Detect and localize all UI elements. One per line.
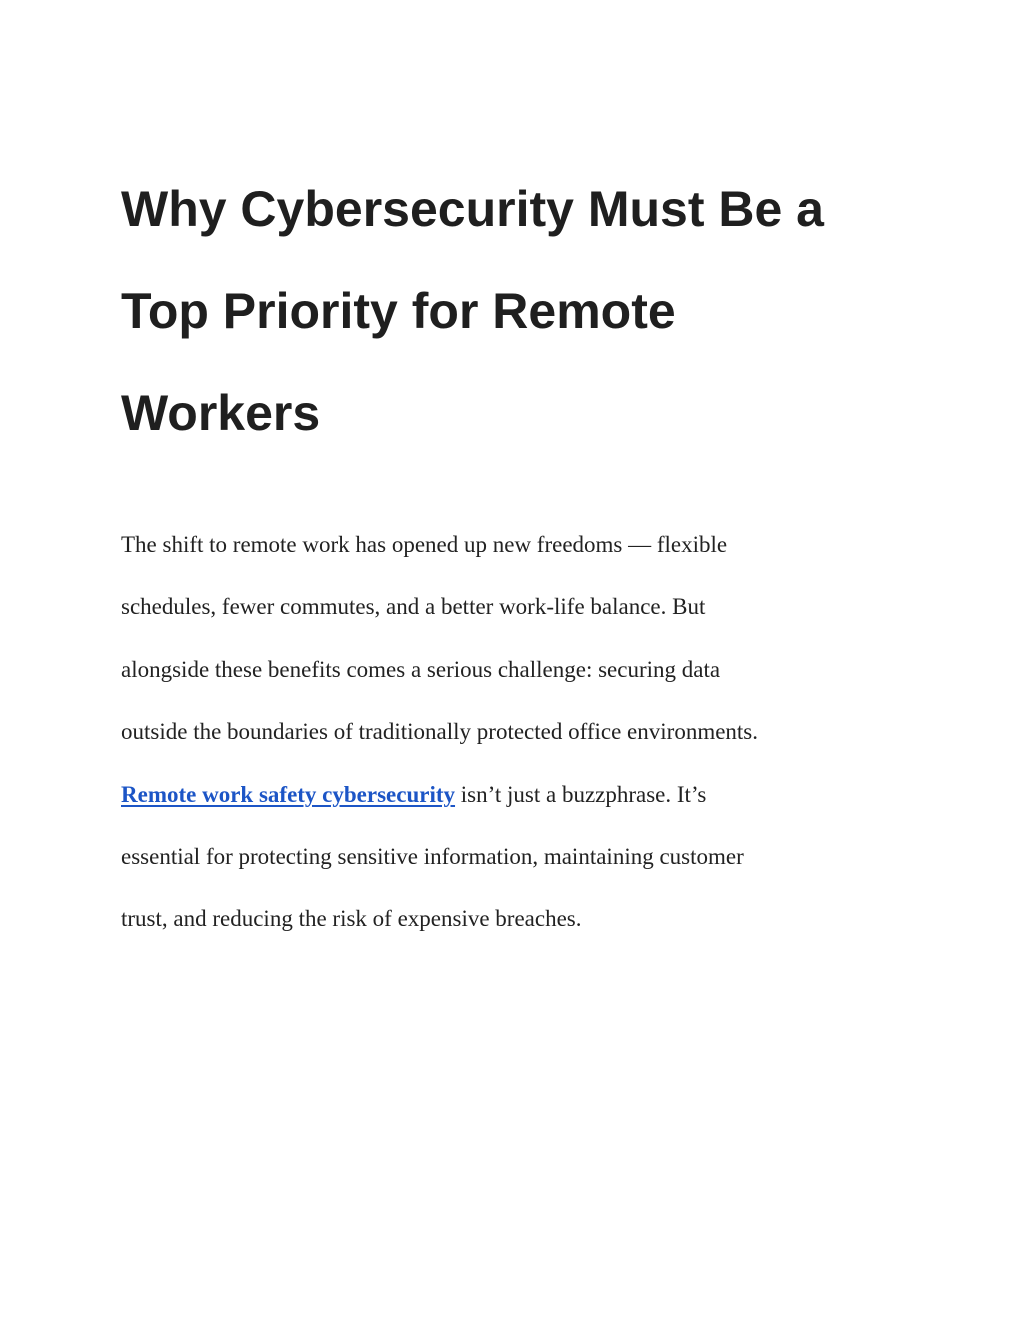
title-line: Why Cybersecurity Must Be a [121,181,824,237]
article-title [121,158,921,464]
title-line: Top Priority for Remote [121,283,676,339]
intro-paragraph [121,514,921,951]
title-line: Workers [121,385,321,441]
paragraph-line: alongside these benefits comes a serious challenge: securing data [121,656,721,682]
paragraph-text-after-link: isn’t just a buzzphrase. It’s [455,781,707,807]
remote-work-safety-link[interactable]: Remote work safety cybersecurity [121,781,456,807]
paragraph-line: essential for protecting sensitive information, maintaining customer [121,844,744,870]
paragraph-line: schedules, fewer commutes, and a better work-life balance. But [121,594,706,620]
paragraph-line: outside the boundaries of traditionally protected office environments. [121,719,759,745]
paragraph-line: The shift to remote work has opened up new freedoms — flexible [121,532,728,557]
paragraph-line-with-link [121,764,921,826]
paragraph-line: trust, and reducing the risk of expensive breaches. [121,906,582,932]
